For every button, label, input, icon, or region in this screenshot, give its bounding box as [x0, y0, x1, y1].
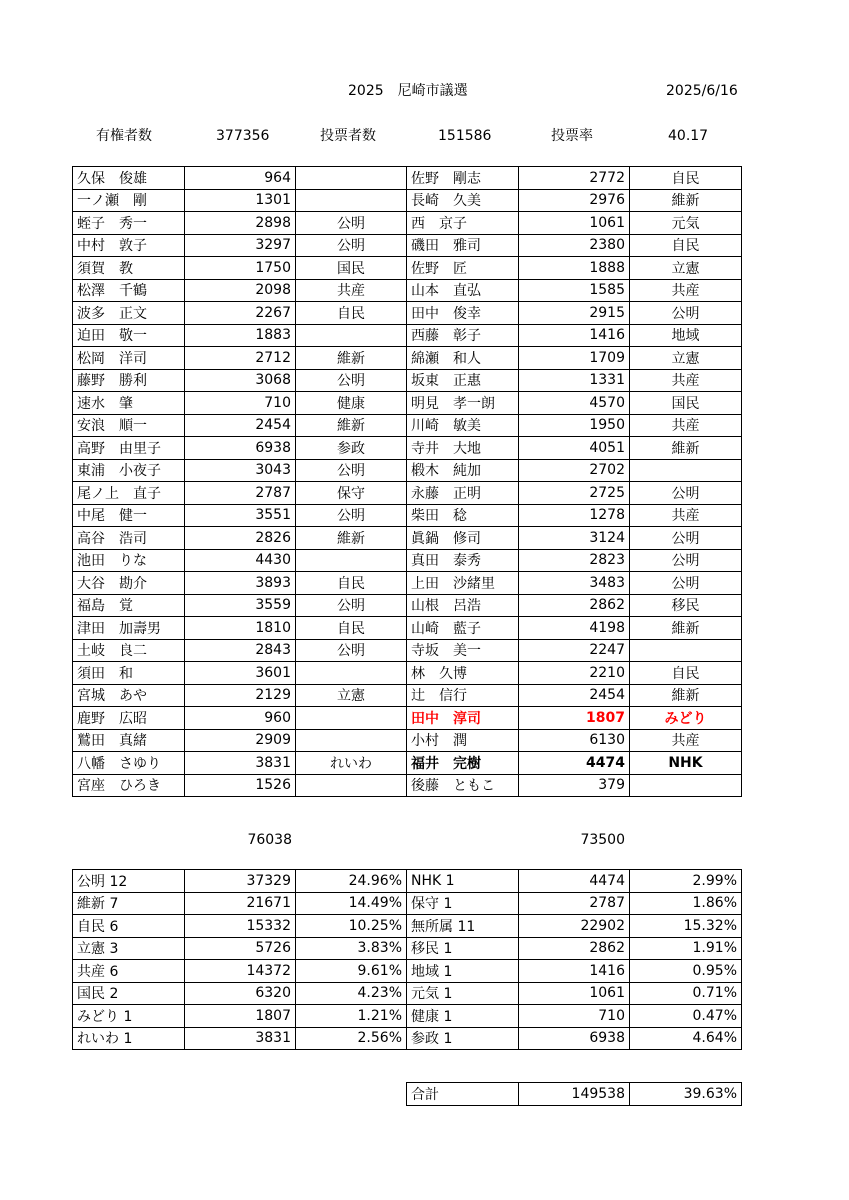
summary-votes: 14372 [185, 960, 296, 983]
voters-label: 投票者数 [320, 128, 376, 144]
table-row [73, 684, 742, 707]
candidate-party: 公明 [630, 572, 742, 595]
candidate-party: 維新 [630, 617, 742, 640]
table-row [73, 482, 742, 505]
summary-pct: 0.47% [630, 1005, 742, 1028]
candidate-party: 自民 [296, 302, 407, 325]
candidate-votes: 2380 [519, 234, 630, 257]
candidate-name: 真田 泰秀 [407, 549, 519, 572]
electorate-label: 有権者数 [96, 128, 152, 144]
candidate-name: 後藤 ともこ [407, 774, 519, 797]
candidate-name: 鹿野 広昭 [73, 707, 185, 730]
summary-pct: 3.83% [296, 937, 407, 960]
summary-pct: 1.86% [630, 892, 742, 915]
table-row [73, 414, 742, 437]
candidate-party: 自民 [296, 617, 407, 640]
candidate-party: 保守 [296, 482, 407, 505]
candidate-party [296, 662, 407, 685]
candidate-name: 安浪 順一 [73, 414, 185, 437]
candidate-party: 公明 [630, 549, 742, 572]
candidate-name: 一ノ瀬 剛 [73, 189, 185, 212]
grand-total-table [406, 1082, 742, 1106]
turnout-value: 40.17 [668, 128, 709, 144]
candidate-votes: 1301 [185, 189, 296, 212]
candidate-party: 公明 [630, 302, 742, 325]
candidate-votes: 3124 [519, 527, 630, 550]
summary-pct: 1.91% [630, 937, 742, 960]
summary-votes: 3831 [185, 1027, 296, 1050]
table-row [73, 324, 742, 347]
table-row [73, 937, 742, 960]
summary-pct: 1.21% [296, 1005, 407, 1028]
candidate-party [630, 774, 742, 797]
turnout-label: 投票率 [551, 128, 593, 144]
candidate-name: 永藤 正明 [407, 482, 519, 505]
candidate-votes: 2098 [185, 279, 296, 302]
candidate-party: 公明 [296, 639, 407, 662]
candidate-name: 須田 和 [73, 662, 185, 685]
candidate-party: 維新 [296, 347, 407, 370]
candidate-name: 福島 覚 [73, 594, 185, 617]
report-date: 2025/6/16 [666, 83, 738, 99]
candidate-votes: 1416 [519, 324, 630, 347]
table-row [73, 572, 742, 595]
candidate-votes: 1278 [519, 504, 630, 527]
candidate-party: 維新 [630, 437, 742, 460]
candidate-name: 林 久博 [407, 662, 519, 685]
candidate-votes: 2712 [185, 347, 296, 370]
summary-votes: 1807 [185, 1005, 296, 1028]
candidate-votes: 2862 [519, 594, 630, 617]
candidate-votes: 2915 [519, 302, 630, 325]
table-row [73, 752, 742, 775]
grand-total-row [407, 1083, 742, 1106]
candidate-votes: 2454 [185, 414, 296, 437]
voters-value: 151586 [438, 128, 492, 144]
candidate-name: 鷲田 真緒 [73, 729, 185, 752]
candidate-name: 大谷 勘介 [73, 572, 185, 595]
table-row [73, 189, 742, 212]
candidate-party: 立憲 [630, 347, 742, 370]
candidate-votes: 6130 [519, 729, 630, 752]
candidate-name: 綿瀬 和人 [407, 347, 519, 370]
summary-votes: 15332 [185, 915, 296, 938]
candidate-votes: 2826 [185, 527, 296, 550]
summary-party: 健康 1 [407, 1005, 519, 1028]
table-row [73, 982, 742, 1005]
candidate-name: 宮座 ひろき [73, 774, 185, 797]
candidate-votes: 1331 [519, 369, 630, 392]
candidate-party: 参政 [296, 437, 407, 460]
summary-party: 自民 6 [73, 915, 185, 938]
candidate-party: れいわ [296, 752, 407, 775]
candidate-name: 磯田 雅司 [407, 234, 519, 257]
summary-pct: 4.23% [296, 982, 407, 1005]
candidate-name: 福井 完樹 [407, 752, 519, 775]
table-row [73, 504, 742, 527]
table-row [73, 617, 742, 640]
summary-pct: 0.95% [630, 960, 742, 983]
candidate-votes: 3043 [185, 459, 296, 482]
candidate-name: 山根 呂浩 [407, 594, 519, 617]
candidate-votes: 2454 [519, 684, 630, 707]
candidate-votes: 6938 [185, 437, 296, 460]
table-row [73, 915, 742, 938]
candidate-votes: 2909 [185, 729, 296, 752]
candidate-votes: 1810 [185, 617, 296, 640]
candidate-votes: 3559 [185, 594, 296, 617]
table-row [73, 459, 742, 482]
candidate-name: 高野 由里子 [73, 437, 185, 460]
candidate-name: 藤野 勝利 [73, 369, 185, 392]
candidate-votes: 2772 [519, 167, 630, 190]
candidates-table [72, 166, 742, 797]
table-row [73, 279, 742, 302]
table-row [73, 257, 742, 280]
candidate-party: 公明 [630, 527, 742, 550]
candidate-votes: 1526 [185, 774, 296, 797]
summary-pct: 10.25% [296, 915, 407, 938]
table-row [73, 234, 742, 257]
summary-pct: 14.49% [296, 892, 407, 915]
summary-party: NHK 1 [407, 870, 519, 893]
table-row [73, 870, 742, 893]
candidate-party: 公明 [296, 504, 407, 527]
summary-votes: 5726 [185, 937, 296, 960]
summary-party: 無所属 11 [407, 915, 519, 938]
summary-party: 元気 1 [407, 982, 519, 1005]
candidate-name: 明見 孝一朗 [407, 392, 519, 415]
summary-party: れいわ 1 [73, 1027, 185, 1050]
candidate-votes: 2129 [185, 684, 296, 707]
candidate-name: 迫田 敬一 [73, 324, 185, 347]
right-total: 73500 [580, 832, 625, 848]
candidate-votes: 2702 [519, 459, 630, 482]
candidate-votes: 1709 [519, 347, 630, 370]
candidate-party: 公明 [296, 234, 407, 257]
summary-party: 参政 1 [407, 1027, 519, 1050]
candidate-votes: 2210 [519, 662, 630, 685]
candidate-name: 東浦 小夜子 [73, 459, 185, 482]
summary-votes: 4474 [519, 870, 630, 893]
table-row [73, 960, 742, 983]
summary-pct: 2.56% [296, 1027, 407, 1050]
candidate-party: 共産 [630, 729, 742, 752]
summary-party: 地域 1 [407, 960, 519, 983]
candidate-party: 維新 [296, 527, 407, 550]
candidate-name: 辻 信行 [407, 684, 519, 707]
table-row [73, 639, 742, 662]
summary-party: 公明 12 [73, 870, 185, 893]
candidate-party: 公明 [296, 594, 407, 617]
candidate-votes: 379 [519, 774, 630, 797]
table-row [73, 549, 742, 572]
candidate-name: 川崎 敏美 [407, 414, 519, 437]
candidate-name: 田中 淳司 [407, 707, 519, 730]
summary-party: みどり 1 [73, 1005, 185, 1028]
candidate-party: 立憲 [296, 684, 407, 707]
summary-party: 立憲 3 [73, 937, 185, 960]
candidate-votes: 4051 [519, 437, 630, 460]
candidate-name: 宮城 あや [73, 684, 185, 707]
candidate-party: 公明 [296, 212, 407, 235]
table-row [73, 774, 742, 797]
candidate-votes: 960 [185, 707, 296, 730]
candidate-votes: 1950 [519, 414, 630, 437]
candidate-name: 八幡 さゆり [73, 752, 185, 775]
candidate-name: 中村 敦子 [73, 234, 185, 257]
candidate-name: 寺井 大地 [407, 437, 519, 460]
candidate-name: 眞鍋 修司 [407, 527, 519, 550]
candidate-votes: 3601 [185, 662, 296, 685]
candidate-party: 自民 [630, 234, 742, 257]
candidate-name: 高谷 浩司 [73, 527, 185, 550]
summary-votes: 2787 [519, 892, 630, 915]
summary-party: 国民 2 [73, 982, 185, 1005]
candidate-votes: 3893 [185, 572, 296, 595]
grand-total-votes: 149538 [519, 1083, 630, 1106]
candidate-party [296, 189, 407, 212]
summary-party: 維新 7 [73, 892, 185, 915]
candidate-name: 蛭子 秀一 [73, 212, 185, 235]
candidate-votes: 1883 [185, 324, 296, 347]
candidate-party: 立憲 [630, 257, 742, 280]
candidate-party: 地域 [630, 324, 742, 347]
summary-pct: 15.32% [630, 915, 742, 938]
candidate-votes: 2787 [185, 482, 296, 505]
left-total: 76038 [247, 832, 292, 848]
candidate-votes: 3551 [185, 504, 296, 527]
candidate-name: 長崎 久美 [407, 189, 519, 212]
candidate-name: 土岐 良二 [73, 639, 185, 662]
summary-pct: 24.96% [296, 870, 407, 893]
candidate-party: 自民 [630, 662, 742, 685]
candidate-party: 国民 [296, 257, 407, 280]
candidate-name: 田中 俊幸 [407, 302, 519, 325]
candidate-name: 波多 正文 [73, 302, 185, 325]
candidate-party: 維新 [630, 684, 742, 707]
summary-party: 移民 1 [407, 937, 519, 960]
candidate-party: 自民 [630, 167, 742, 190]
candidate-name: 池田 りな [73, 549, 185, 572]
candidate-party: 維新 [296, 414, 407, 437]
candidate-votes: 1585 [519, 279, 630, 302]
table-row [73, 1005, 742, 1028]
candidate-party: NHK [630, 752, 742, 775]
candidate-votes: 3297 [185, 234, 296, 257]
table-row [73, 302, 742, 325]
candidate-party: 共産 [630, 279, 742, 302]
page-title: 2025 尼崎市議選 [348, 83, 468, 99]
candidate-party: 自民 [296, 572, 407, 595]
candidate-party: 元気 [630, 212, 742, 235]
summary-votes: 1416 [519, 960, 630, 983]
candidate-party [296, 167, 407, 190]
candidate-party [296, 729, 407, 752]
summary-votes: 37329 [185, 870, 296, 893]
candidate-party [296, 324, 407, 347]
candidate-name: 速水 肇 [73, 392, 185, 415]
candidate-name: 松澤 千鶴 [73, 279, 185, 302]
candidate-votes: 4430 [185, 549, 296, 572]
summary-votes: 21671 [185, 892, 296, 915]
candidate-name: 小村 潤 [407, 729, 519, 752]
candidate-party: 共産 [630, 369, 742, 392]
candidate-votes: 3483 [519, 572, 630, 595]
candidate-votes: 1750 [185, 257, 296, 280]
grand-total-pct: 39.63% [630, 1083, 742, 1106]
candidate-votes: 2267 [185, 302, 296, 325]
table-row [73, 392, 742, 415]
candidate-party: 健康 [296, 392, 407, 415]
candidate-votes: 1888 [519, 257, 630, 280]
candidate-party: 移民 [630, 594, 742, 617]
candidate-votes: 1807 [519, 707, 630, 730]
table-row [73, 347, 742, 370]
candidate-name: 山本 直弘 [407, 279, 519, 302]
summary-votes: 6938 [519, 1027, 630, 1050]
candidate-name: 須賀 教 [73, 257, 185, 280]
candidate-party: 共産 [630, 414, 742, 437]
candidate-votes: 710 [185, 392, 296, 415]
candidate-votes: 2247 [519, 639, 630, 662]
candidate-party [296, 774, 407, 797]
table-row [73, 594, 742, 617]
candidate-party: 国民 [630, 392, 742, 415]
candidate-party: 公明 [296, 369, 407, 392]
candidate-votes: 1061 [519, 212, 630, 235]
table-row [73, 527, 742, 550]
party-summary-table [72, 869, 742, 1050]
summary-party: 共産 6 [73, 960, 185, 983]
summary-pct: 0.71% [630, 982, 742, 1005]
candidate-votes: 2725 [519, 482, 630, 505]
summary-votes: 22902 [519, 915, 630, 938]
candidate-votes: 4474 [519, 752, 630, 775]
summary-votes: 6320 [185, 982, 296, 1005]
candidate-votes: 3068 [185, 369, 296, 392]
candidate-party: 維新 [630, 189, 742, 212]
candidate-votes: 4570 [519, 392, 630, 415]
summary-votes: 710 [519, 1005, 630, 1028]
candidate-votes: 964 [185, 167, 296, 190]
candidate-name: 寺坂 美一 [407, 639, 519, 662]
grand-total-label: 合計 [407, 1083, 519, 1106]
candidate-votes: 2823 [519, 549, 630, 572]
candidate-name: 尾ノ上 直子 [73, 482, 185, 505]
candidate-votes: 2976 [519, 189, 630, 212]
candidate-party [296, 549, 407, 572]
candidate-name: 松岡 洋司 [73, 347, 185, 370]
summary-votes: 1061 [519, 982, 630, 1005]
table-row [73, 707, 742, 730]
candidate-name: 柴田 稔 [407, 504, 519, 527]
candidate-name: 山崎 藍子 [407, 617, 519, 640]
candidate-party: みどり [630, 707, 742, 730]
candidate-votes: 4198 [519, 617, 630, 640]
candidate-name: 佐野 匠 [407, 257, 519, 280]
candidate-name: 中尾 健一 [73, 504, 185, 527]
summary-pct: 4.64% [630, 1027, 742, 1050]
candidate-name: 佐野 剛志 [407, 167, 519, 190]
table-row [73, 437, 742, 460]
summary-votes: 2862 [519, 937, 630, 960]
candidate-name: 西 京子 [407, 212, 519, 235]
table-row [73, 369, 742, 392]
summary-pct: 9.61% [296, 960, 407, 983]
candidate-party: 共産 [630, 504, 742, 527]
candidate-party: 共産 [296, 279, 407, 302]
electorate-value: 377356 [216, 128, 270, 144]
candidate-votes: 3831 [185, 752, 296, 775]
table-row [73, 167, 742, 190]
summary-pct: 2.99% [630, 870, 742, 893]
candidate-party: 公明 [630, 482, 742, 505]
candidate-name: 西藤 彰子 [407, 324, 519, 347]
candidate-party [630, 639, 742, 662]
candidate-votes: 2843 [185, 639, 296, 662]
candidate-name: 椴木 純加 [407, 459, 519, 482]
candidate-party [296, 707, 407, 730]
table-row [73, 662, 742, 685]
candidate-name: 坂東 正惠 [407, 369, 519, 392]
candidate-votes: 2898 [185, 212, 296, 235]
summary-party: 保守 1 [407, 892, 519, 915]
candidate-party [630, 459, 742, 482]
table-row [73, 212, 742, 235]
candidate-name: 津田 加壽男 [73, 617, 185, 640]
candidate-name: 上田 沙緒里 [407, 572, 519, 595]
candidate-name: 久保 俊雄 [73, 167, 185, 190]
candidate-party: 公明 [296, 459, 407, 482]
table-row [73, 1027, 742, 1050]
table-row [73, 729, 742, 752]
table-row [73, 892, 742, 915]
